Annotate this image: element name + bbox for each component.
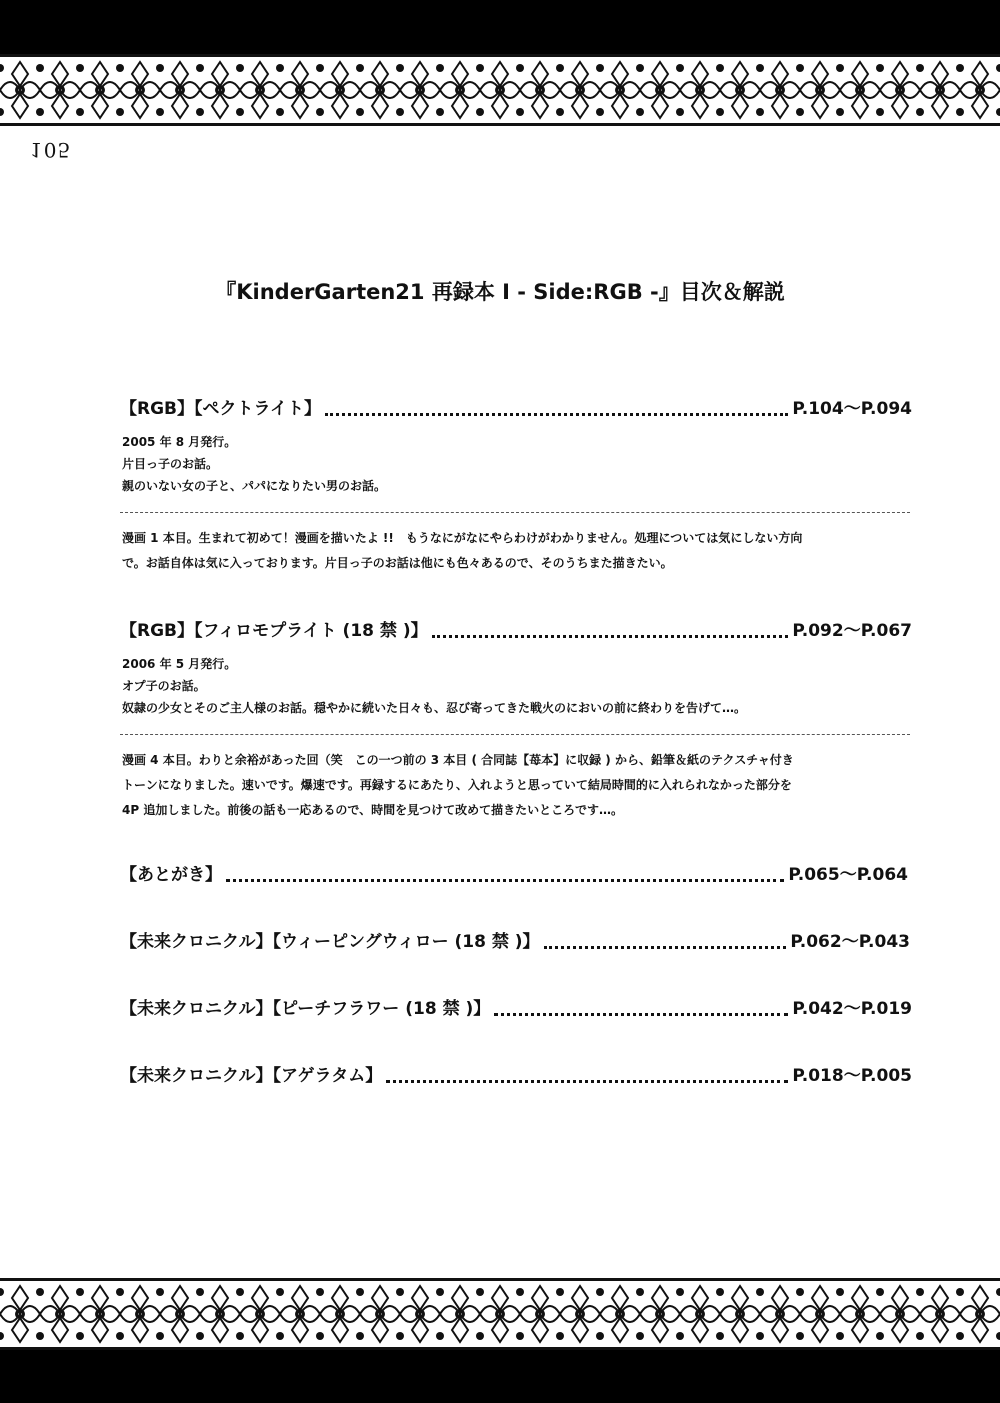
toc-entry-2	[120, 616, 912, 644]
lace-border-top	[0, 54, 1000, 126]
comment-line: 漫画 1 本目。生まれて初めて！漫画を描いたよ !! もうなにがなにやらわけがわかりません。処理については気にしない方向	[122, 531, 803, 545]
leader-dots	[432, 635, 789, 638]
toc-entry-title: 【あとがき】	[120, 865, 222, 885]
leader-dots	[494, 1013, 788, 1016]
comment-line: トーンになりました。速いです。爆速です。再録するにあたり、入れようと思っていて結局時間的に入れられなかった部分を	[122, 778, 792, 792]
toc-entry-pages: P.042〜P.019	[792, 999, 912, 1019]
leader-dots	[386, 1080, 788, 1083]
toc-entry-pages: P.018〜P.005	[792, 1066, 912, 1086]
toc-entry-title: 【未来クロニクル】【ウィーピングウィロー (18 禁 )】	[120, 932, 540, 952]
leader-dots	[226, 879, 784, 882]
toc-entry-title: 【未来クロニクル】【アゲラタム】	[120, 1066, 383, 1086]
entry-1-info	[122, 431, 912, 497]
info-line: 2006 年 5 月発行。	[122, 657, 237, 671]
toc-entry-title: 【RGB】【ペクトライト】	[120, 399, 321, 419]
toc-entry-1	[120, 394, 912, 422]
toc-entry-pages: P.062〜P.043	[790, 932, 910, 952]
page-number: 105	[30, 138, 72, 162]
comment-line: 4P 追加しました。前後の話も一応あるので、時間を見つけて改めて描きたいところです…。	[122, 803, 623, 817]
toc-entry-3	[120, 860, 908, 888]
toc-entry-4	[120, 927, 910, 955]
lace-border-bottom	[0, 1278, 1000, 1350]
leader-dots	[544, 946, 787, 949]
page-title: 『KinderGarten21 再録本 I - Side:RGB -』目次＆解説	[215, 280, 785, 304]
info-line: 奴隷の少女とそのご主人様のお話。穏やかに続いた日々も、忍び寄ってきた戦火のにおいの前に終わりを告げて…。	[122, 701, 747, 715]
entry-2-comment	[122, 748, 912, 823]
info-line: オプ子のお話。	[122, 679, 206, 693]
toc-entry-pages: P.065〜P.064	[788, 865, 908, 885]
toc-entry-title: 【未来クロニクル】【ピーチフラワー (18 禁 )】	[120, 999, 491, 1019]
comment-line: 漫画 4 本目。わりと余裕があった回（笑 この一つ前の 3 本目 ( 合同誌【苺本】に収録 ) から、鉛筆＆紙のテクスチャ付き	[122, 753, 794, 767]
dashed-separator	[120, 734, 910, 735]
entry-1-comment	[122, 526, 912, 576]
toc-entry-6	[120, 1061, 912, 1089]
book-page	[0, 54, 1000, 1350]
toc-entry-pages: P.092〜P.067	[792, 621, 912, 641]
toc-entry-5	[120, 994, 912, 1022]
comment-line: で。お話自体は気に入っております。片目っ子のお話は他にも色々あるので、そのうちまた描きたい。	[122, 556, 673, 570]
toc-entry-title: 【RGB】【フィロモプライト (18 禁 )】	[120, 621, 428, 641]
info-line: 片目っ子のお話。	[122, 457, 219, 471]
info-line: 2005 年 8 月発行。	[122, 435, 237, 449]
leader-dots	[325, 413, 788, 416]
toc-entry-pages: P.104〜P.094	[792, 399, 912, 419]
dashed-separator	[120, 512, 910, 513]
entry-2-info	[122, 653, 912, 719]
info-line: 親のいない女の子と、パパになりたい男のお話。	[122, 479, 387, 493]
